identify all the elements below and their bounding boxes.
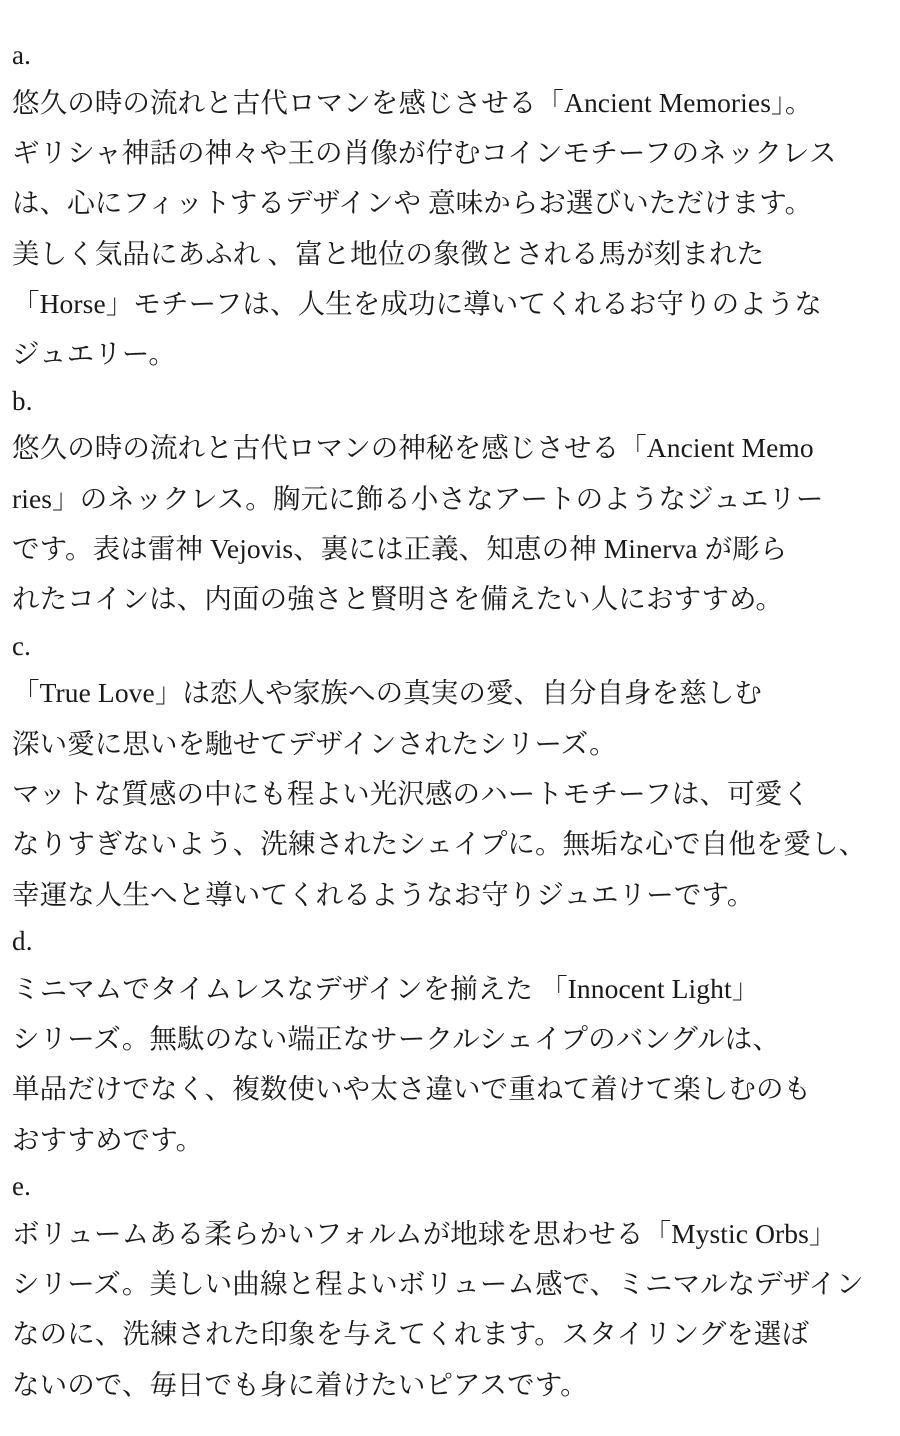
text-line: ries」のネックレス。胸元に飾る小さなアートのようなジュエリー [12,482,824,514]
text-line: シリーズ。無駄のない端正なサークルシェイプのバングルは、 [12,1022,780,1054]
text-line: ジュエリー。 [12,338,176,370]
text-line: 悠久の時の流れと古代ロマンの神秘を感じさせる「Ancient Memo [12,432,814,464]
section-marker-a: a. [12,40,32,70]
section-d [10,920,882,1165]
text-line: おすすめです。 [12,1123,204,1155]
text-line: ないので、毎日でも身に着けたいピアスです。 [12,1368,588,1400]
section-marker-c: c. [12,630,32,661]
text-line: 幸運な人生へと導いてくれるようなお守りジュエリーです。 [12,878,755,910]
text-line: ミニマムでタイムレスなデザインを揃えた 「Innocent Light」 [12,972,760,1004]
text-line: マットな質感の中にも程よい光沢感のハートモチーフは、可愛く [12,777,810,809]
text-line: です。表は雷神 Vejovis、裏には正義、知恵の神 Minerva が彫ら [12,532,788,564]
text-line: 単品だけでなく、複数使いや太さ違いで重ねて着けて楽しむのも [12,1073,812,1105]
text-line: ギリシャ神話の神々や王の肖像が佇むコインモチーフのネックレス [12,137,837,169]
section-body-e [10,1209,882,1410]
text-line: 美しく気品にあふれ 、富と地位の象徴とされる馬が刻まれた [12,237,765,269]
text-line: なのに、洗練された印象を与えてくれます。スタイリングを選ば [12,1318,810,1350]
text-line: シリーズ。美しい曲線と程よいボリューム感で、ミニマルなデザイン [12,1267,864,1299]
section-marker-b: b. [12,385,33,416]
section-body-a [10,78,882,380]
text-line: 悠久の時の流れと古代ロマンを感じさせる「Ancient Memories」。 [12,86,813,118]
section-body-d [10,964,882,1165]
section-a [10,34,882,380]
text-line: 「True Love」は恋人や家族への真実の愛、自分自身を慈しむ [12,677,763,709]
section-marker-e: e. [12,1170,32,1201]
section-body-c [10,668,882,920]
text-line: ボリュームある柔らかいフォルムが地球を思わせる「Mystic Orbs」 [12,1217,837,1249]
section-body-b [10,423,882,624]
text-line: なりすぎないよう、洗練されたシェイプに。無垢な心で自他を愛し、 [12,828,867,860]
section-e [10,1165,882,1410]
text-line: れたコインは、内面の強さと賢明さを備えたい人におすすめ。 [12,583,784,615]
section-b [10,380,882,625]
text-line: 深い愛に思いを馳せてデザインされたシリーズ。 [12,727,617,759]
section-marker-d: d. [12,925,33,956]
section-c [10,625,882,920]
text-line: 「Horse」モチーフは、人生を成功に導いてくれるお守りのような [12,287,822,319]
text-line: は、心にフィットするデザインや 意味からお選びいただけます。 [12,187,813,219]
